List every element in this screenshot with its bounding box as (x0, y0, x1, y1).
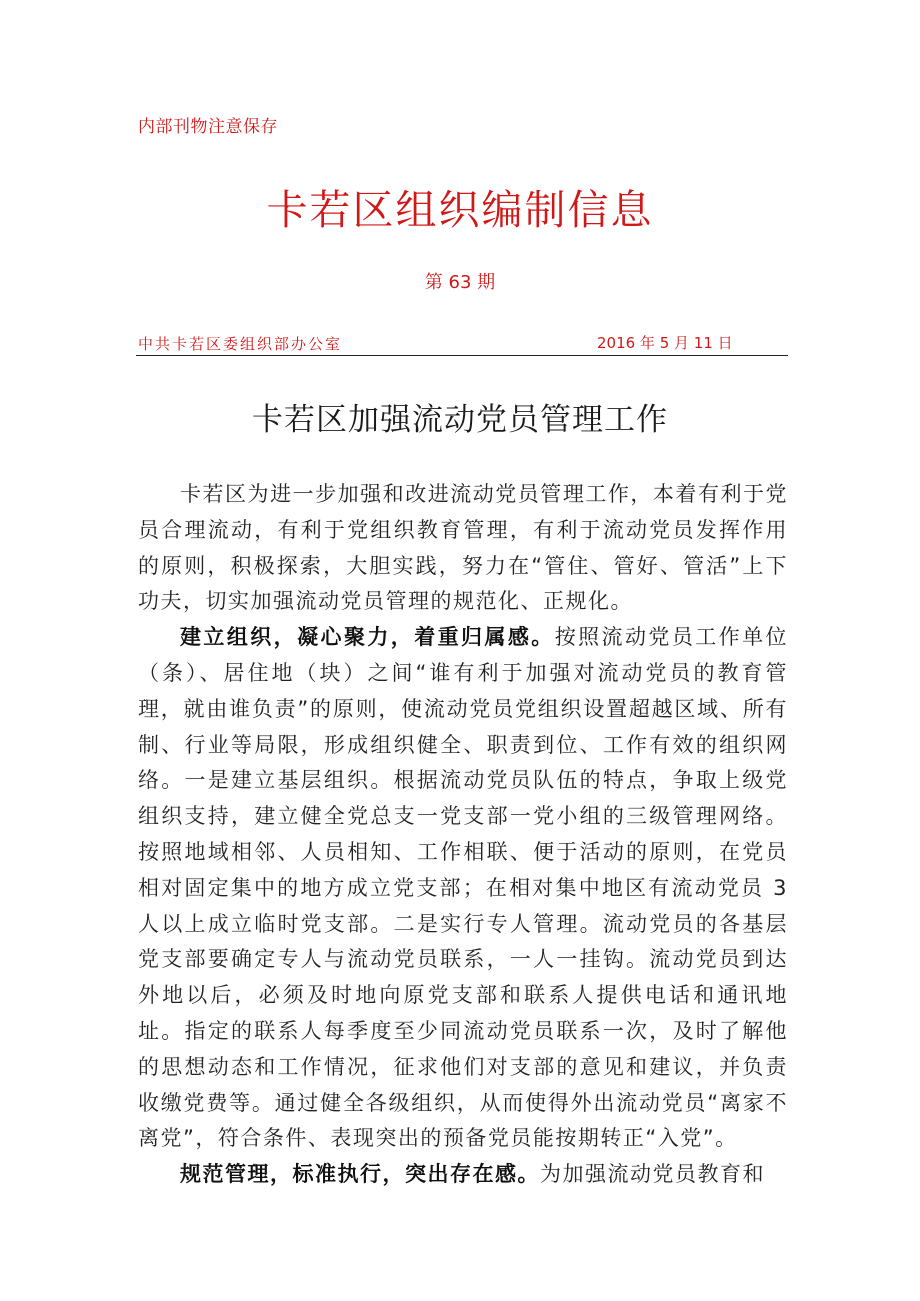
issue-number: 第 63 期 (424, 272, 496, 293)
paragraph-management (138, 1157, 788, 1193)
article-title: 卡若区加强流动党员管理工作 (252, 402, 668, 438)
paragraph-lead: 规范管理，标准执行，突出存在感。 (180, 1162, 540, 1187)
paragraph-lead: 建立组织，凝心聚力，着重归属感。 (180, 625, 555, 650)
paragraph-text: 按照流动党员工作单位（条）、居住地（块）之间“谁有利于加强对流动党员的教育管理，就由谁负责”的原则，使流动党员党组织设置超越区域、所有制、行业等局限，形成组织健全、职责到位、工作有效的组织网络。一是建立基层组织。根据流动党员队伍的特点，争取上级党组织支持，建立健全党总支一党支部一党小组的三级管理网络。按照地域相邻、人员相知、工作相联、便于活动的原则，在党员相对固定集中的地方成立党支部；在相对集中地区有流动党员 3 人以上成立临时党支部。二是实行专人管理。流动党员的各基层党支部要确定专人与流动党员联系，一人一挂钩。流动党员到达外地以后，必须及时地向原党支部和联系人提供电话和通讯地址。指定的联系人每季度至少同流动党员联系一次，及时了解他的思想动态和工作情况，征求他们对支部的意见和建议，并负责收缴党费等。通过健全各级组织，从而使得外出流动党员“离家不离党”，符合条件、表现突出的预备党员能按期转正“入党”。 (138, 625, 788, 1151)
header-divider (136, 355, 788, 356)
issuing-office: 中共卡若区委组织部办公室 (138, 335, 343, 353)
issue-date: 2016 年 5 月 11 日 (597, 334, 733, 352)
masthead-title: 卡若区组织编制信息 (266, 186, 654, 234)
paragraph-intro (138, 477, 788, 620)
internal-notice: 内部刊物注意保存 (138, 117, 278, 137)
paragraph-organization (138, 620, 788, 1157)
paragraph-text: 为加强流动党员教育和 (540, 1162, 765, 1187)
paragraph-text: 卡若区为进一步加强和改进流动党员管理工作，本着有利于党员合理流动，有利于党组织教育管理，有利于流动党员发挥作用的原则，积极探索，大胆实践，努力在“管住、管好、管活”上下功夫，切实加强流动党员管理的规范化、正规化。 (138, 482, 788, 614)
article-body (138, 477, 788, 1193)
